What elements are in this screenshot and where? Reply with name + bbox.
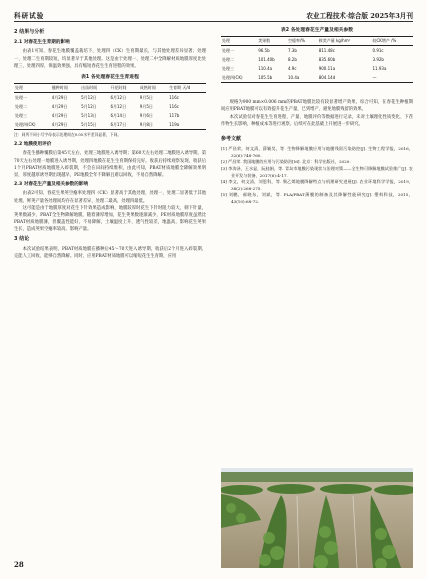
table-row [14, 93, 206, 103]
table-cell: — [372, 73, 414, 83]
table-cell: 116c [169, 94, 179, 100]
field-photo [221, 468, 413, 568]
table-cell: 处理二 [15, 103, 27, 109]
table-cell: 4月29日 [51, 103, 68, 109]
table-cell: 处理四(CK) [14, 120, 51, 130]
table-cell: 4月29日 [51, 112, 68, 118]
table-row [221, 46, 413, 56]
table-cell: 5月15日 [80, 120, 109, 130]
table-cell: 处理三 [15, 112, 27, 118]
table-header: 成熟时间 [139, 84, 168, 93]
table-cell: 7.3b [287, 47, 297, 53]
table-cell: 6月12日 [110, 103, 127, 109]
field-photo-image [221, 468, 413, 568]
table-cell: 11.93a [372, 65, 387, 71]
table-caption: 表1 各处理春花生生育进程 [81, 75, 139, 81]
header-rule [14, 21, 413, 22]
left-column [14, 27, 206, 260]
journal-section: 科研试验 [14, 12, 45, 20]
table-cell: 9月5日 [139, 103, 153, 109]
paragraph: 春花生播种覆膜后第45天左右，处理三地膜进入诱导期；第60天左右处理二地膜进入诱导期，第70天左右处理一地膜进入诱导期，处理四地膜在花生生育期保持完好。收获后持续观察发现，收获后1个月PBAT材质地膜进入碎裂期，不会在田间持续堆积，由此可知，PBAT材质地膜全降解效果明显，厚度越厚诱导期出现越早，PE地膜全年不降解且难以回收，不易自然降解。 [14, 151, 206, 179]
table-header: 空瘪率/% [287, 37, 318, 46]
table-1 [14, 83, 206, 130]
reference-item: [1] 严昌荣，何文清，薛颖昊，等. 生物降解地膜应用与地膜残留污染防控[J]. 生物工程学报，2016，32(6):748-760. [221, 146, 413, 158]
table-cell: 9月6日 [139, 112, 153, 118]
subsection-heading: 2.1 对春花生生育期的影响 [14, 40, 70, 46]
table-header: 鲜荚产量 kg/hm² [318, 37, 372, 46]
table-header: 处理 [221, 37, 257, 46]
table-header: 播种时间 [51, 84, 80, 93]
section-heading: 3 结论 [14, 235, 30, 242]
table-cell: 4月29日 [51, 120, 80, 130]
table-header: 处理 [14, 84, 51, 93]
table-cell: 811.48c [318, 47, 335, 53]
reference-item: [4] 李文，何文清，刘恩科，等. 聚乙烯地膜降解特点与机理研究进展[J]. 农业环境科学学报，2019，38(2):268-275. [221, 179, 413, 191]
subsection-heading: 2.3 对春花生产量及相关参数的影响 [14, 182, 89, 188]
table-row [221, 55, 413, 64]
table-cell: 10.4a [287, 73, 318, 83]
paragraph: 这可能是由于地膜厚度对花生下针效果造成影响，地膜较厚时花生下针时阻力较大，刺下针量，荚果数减少，PBAT全生物降解地膜，随着薄厚增加，花生荚果数逐渐减少，PE材质地膜厚度虽然比PBAT材质地膜薄，但覆盖性能好，不易降解，土壤温度上升，透气性较差，地温高，影响花生荚果生长，造成荚果空瘪率较高，影响产量。 [14, 205, 206, 233]
table-header: 出苗时间 [80, 84, 109, 93]
reference-item: [2] 严昌荣. 我国地膜的应用与污染防治[M]. 北京：科学出版社，2020. [221, 159, 351, 165]
table-cell: 5月13日 [81, 112, 97, 118]
table-cell: 119a [168, 120, 206, 130]
table-cell: 6月14日 [110, 112, 127, 118]
page-number: 28 [14, 560, 24, 569]
table-cell: 900.11a [318, 65, 336, 71]
reference-item: [3] 李涛泽，王水显，阮桂娟，等. 青岛市地膜污染现状与治理对策——全生物可降解地膜试验推广[J]. 农业开发与装备，2017(6):4-17. [221, 166, 413, 178]
table-cell: 5月12日 [81, 94, 97, 100]
table-header-row [14, 84, 206, 93]
table-cell: 0.91c [372, 47, 384, 53]
table-header: 较CK增产 /% [372, 37, 414, 46]
page-header [14, 8, 413, 22]
paragraph: 本次试验仅对春花生生育进程、产量、地膜评价等数据进行记录，未对土壤理化性质变化、下茬作物生长影响、种植成本等进行观察，后续可在此基础上开展进一步研究。 [221, 114, 413, 127]
table-cell: 117b [169, 112, 180, 118]
table-row [221, 64, 413, 73]
table-cell: 4.9c [287, 65, 297, 71]
table-cell: 6月12日 [110, 94, 127, 100]
table-cell: 处理四(CK) [221, 73, 257, 83]
paragraph: 本次试验结果表明，PBAT材质地膜在播种后45～70天进入诱导期，收获后2个月进入碎裂期，完能人工回收，能够自然降解。同时，应用PBAT材质地膜可以缩短花生生育期，应用 [14, 246, 206, 260]
subsection-heading: 2.2 地膜使用评价 [14, 142, 52, 148]
paragraph: 由表2可知，春花生果荚空瘪率处理四（CK）显著高于其他处理，处理一、处理二显著低于其他处理。鲜荚产量各处理间均存在显著差异，处理二最高，处理四最低。 [14, 191, 206, 204]
table-cell: 4月29日 [51, 94, 68, 100]
table-header-row [221, 37, 413, 46]
table-cell: 处理一 [15, 94, 27, 100]
table-header: 荚果数 [257, 37, 287, 46]
table-cell: 处理一 [222, 47, 234, 53]
reference-item: [5] 刘鹏，郝晓东，刘斌，等. PLA/PBAT薄膜的制备及其降解性能研究[J]. 塑料科技，2015，43(10):68-72. [221, 192, 413, 204]
table-cell: 6月17日 [109, 120, 138, 130]
right-column [221, 27, 413, 206]
table-cell: 9月8日 [139, 120, 168, 130]
table-row [221, 73, 413, 83]
table-cell: 96.5b [258, 47, 270, 53]
table-cell: 9月5日 [139, 94, 153, 100]
table-header: 开花时间 [109, 84, 138, 93]
table-row [14, 111, 206, 120]
paragraph: 规格为900 mm×0.006 mm的PBAT地膜比较有较显著增产效果，综合可知，在春花生种植期间应用PBAT地膜可以有效提升花生产量，已到增产、避免地膜残留的效果。 [221, 100, 413, 113]
table-cell: 835.60b [318, 56, 336, 62]
table-row [14, 120, 206, 130]
table-cell: 110.4a [258, 65, 273, 71]
table-row [14, 102, 206, 111]
table-note: 注：同列不同小写字母表示处理间在0.05水平差异显著，下同。 [14, 132, 122, 138]
section-heading: 2 结果与分析 [14, 29, 45, 35]
paragraph: 由表1可知，春花生地膜覆盖栽培下，处理四（CK）生育期最长，与其他处理差异显著；处理一、处理二生育期较短，均显著早于其他处理。这是由于处理一、处理二中全降解材质地膜厚度比处理三、处理四厚，保温效果强，具有缩短春花生生育进程的效果。 [14, 49, 206, 69]
table-cell: 处理二 [222, 56, 234, 62]
table-caption: 表2 各处理春花生产量及相关参数 [280, 28, 354, 33]
table-cell: 804.14d [318, 73, 372, 83]
journal-title: 农业工程技术·综合版 2025年3月刊 [306, 12, 413, 20]
table-cell: 8.2b [287, 56, 297, 62]
table-cell: 116c [169, 103, 179, 109]
table-cell: 5月12日 [81, 103, 97, 109]
table-cell: 105.5b [257, 73, 287, 83]
table-cell: 处理三 [222, 65, 234, 71]
table-header: 生育期 天/d [168, 84, 206, 93]
references-heading: 参考文献 [221, 136, 242, 143]
table-2 [221, 36, 413, 83]
table-cell: 101.40b [258, 56, 275, 62]
table-cell: 3.92b [372, 56, 384, 62]
